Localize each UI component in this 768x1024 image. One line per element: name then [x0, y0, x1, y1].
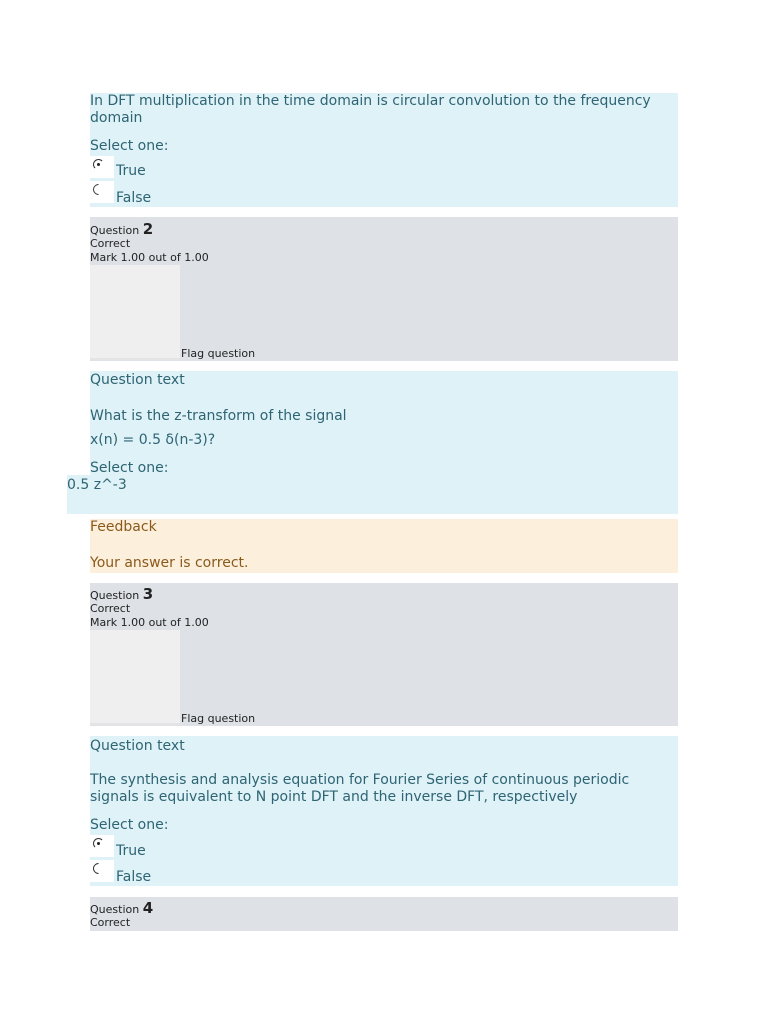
question-number: Question 2: [90, 220, 154, 238]
option-true-radio[interactable]: [90, 156, 114, 178]
question-text: In DFT multiplication in the time domain is circular convolution to the frequency domain: [90, 93, 651, 126]
option-false-radio[interactable]: [90, 181, 114, 203]
option-true-radio[interactable]: [90, 835, 114, 857]
question-text-heading: Question text: [90, 738, 185, 754]
question-state: Correct: [90, 916, 131, 929]
option-false-label[interactable]: False: [116, 869, 152, 885]
question-state: Correct: [90, 237, 131, 250]
question-text-heading: Question text: [90, 372, 185, 388]
question-text: The synthesis and analysis equation for Fourier Series of continuous periodic signals is equivalent to N point DFT and the inverse DFT, respectively: [90, 772, 630, 805]
flag-icon[interactable]: [90, 265, 180, 360]
question-grade: Mark 1.00 out of 1.00: [90, 616, 209, 629]
question-number: Question 3: [90, 585, 154, 603]
question-4-info: [90, 897, 678, 931]
feedback-heading: Feedback: [90, 519, 157, 535]
question-2-info: [90, 217, 678, 361]
selected-answer: 0.5 z^-3: [67, 477, 127, 493]
question-text: What is the z-transform of the signal: [90, 408, 347, 424]
question-formula: x(n) = 0.5 δ(n-3)?: [90, 432, 216, 448]
question-state: Correct: [90, 602, 131, 615]
question-number: Question 4: [90, 899, 154, 917]
radio-icon: [91, 861, 107, 877]
select-one-label: Select one:: [90, 138, 169, 154]
select-one-label: Select one:: [90, 460, 169, 476]
flag-question-link[interactable]: Flag question: [181, 712, 256, 725]
option-false-label[interactable]: False: [116, 190, 152, 206]
radio-icon: [93, 838, 104, 849]
option-true-label[interactable]: True: [116, 843, 146, 859]
radio-icon: [91, 182, 107, 198]
feedback-text: Your answer is correct.: [90, 555, 249, 571]
question-grade: Mark 1.00 out of 1.00: [90, 251, 209, 264]
question-1-content: [90, 93, 678, 207]
flag-question-link[interactable]: Flag question: [181, 347, 256, 360]
question-2-content: [90, 371, 678, 514]
question-3-content: [90, 736, 678, 886]
select-one-label: Select one:: [90, 817, 169, 833]
option-true-label[interactable]: True: [116, 163, 146, 179]
question-2-feedback: [90, 519, 678, 573]
option-false-radio[interactable]: [90, 860, 114, 882]
flag-icon[interactable]: [90, 630, 180, 725]
question-3-info: [90, 583, 678, 726]
radio-icon: [93, 159, 104, 170]
